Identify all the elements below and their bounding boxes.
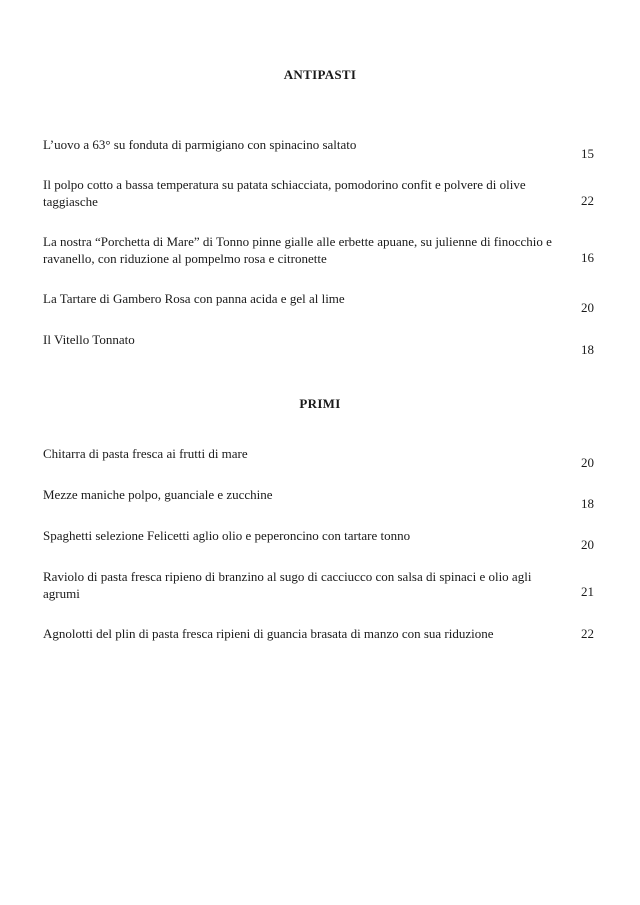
menu-item-price: 16 <box>581 250 594 265</box>
section-title: PRIMI <box>299 396 341 411</box>
menu-item-price: 18 <box>581 496 594 511</box>
menu-item-price: 20 <box>581 537 594 552</box>
menu-item-description: Spaghetti selezione Felicetti aglio olio e peperoncino con tartare tonno <box>43 528 411 543</box>
menu-item-price: 18 <box>581 342 594 357</box>
menu-item-price: 22 <box>581 626 594 641</box>
menu-item-description: La Tartare di Gambero Rosa con panna acida e gel al lime <box>43 291 345 306</box>
section-title: ANTIPASTI <box>283 67 357 82</box>
menu-item-description: L’uovo a 63° su fonduta di parmigiano con spinacino saltato <box>43 137 357 152</box>
menu-item-description: Raviolo di pasta fresca ripieno di branzino al sugo di cacciucco con salsa di spinaci e olio agli agrumi <box>43 569 532 601</box>
menu-item-description: Agnolotti del plin di pasta fresca ripieni di guancia brasata di manzo con sua riduzione <box>43 626 494 641</box>
menu-item-description: La nostra “Porchetta di Mare” di Tonno pinne gialle alle erbette apuane, su julienne di finocchio e ravanello, con riduzione al pompelmo rosa e citronette <box>43 234 552 266</box>
menu-item-description: Chitarra di pasta fresca ai frutti di mare <box>43 446 248 461</box>
menu-item-price: 20 <box>581 455 594 470</box>
menu-item-price: 21 <box>581 584 594 599</box>
menu-item-price: 22 <box>581 193 594 208</box>
menu-item-description: Il Vitello Tonnato <box>43 332 135 347</box>
menu-item-price: 20 <box>581 300 594 315</box>
menu-item-price: 15 <box>581 146 594 161</box>
menu-item-description: Mezze maniche polpo, guanciale e zucchine <box>43 487 273 502</box>
menu-item-description: Il polpo cotto a bassa temperatura su patata schiacciata, pomodorino confit e polvere di olive taggiasche <box>43 177 526 209</box>
